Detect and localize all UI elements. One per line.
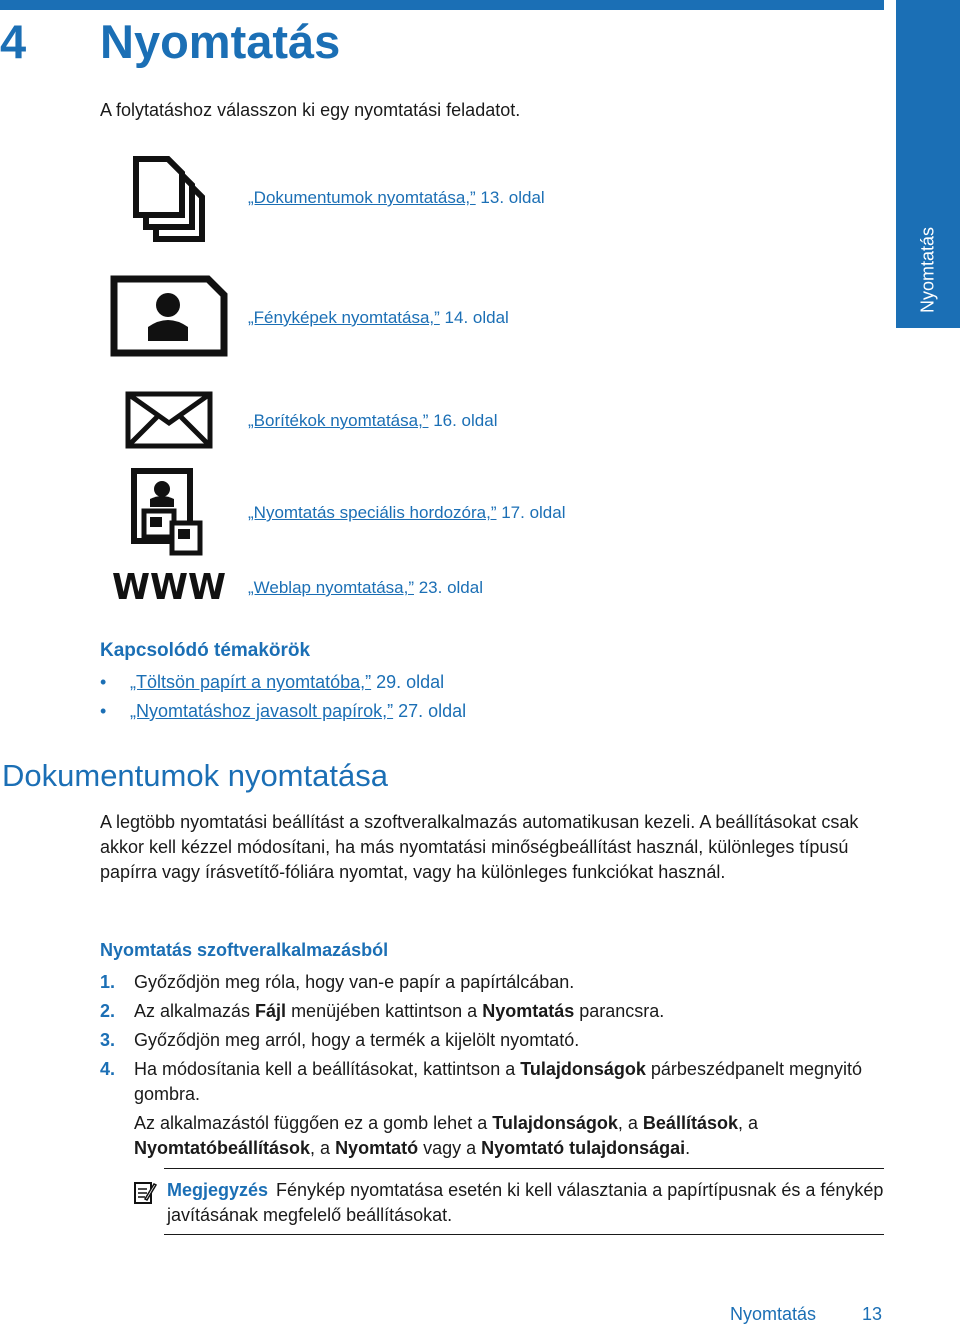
note-top-rule <box>164 1168 884 1169</box>
step-number: 2. <box>100 1001 116 1021</box>
step-text: Győződjön meg róla, hogy van-e papír a papírtálcában. <box>134 972 575 992</box>
bullet: • <box>100 672 107 692</box>
www-icon <box>110 568 228 604</box>
note-body: Fénykép nyomtatása esetén ki kell választania a papírtípusnak és a fénykép javításának megfelelő beállításokat. <box>167 1180 884 1225</box>
task-page: 13. oldal <box>475 188 545 207</box>
step-number: 3. <box>100 1030 116 1050</box>
menu-name: Fájl <box>255 1001 287 1021</box>
footer-page-number: 13 <box>862 1304 883 1324</box>
step-item <box>100 970 880 995</box>
task-print-photos <box>0 270 884 365</box>
step-subtext: Az alkalmazástól függően ez a gomb lehet a Tulajdonságok, a Beállítások, a Nyomtatóbeállítások, a Nyomtató vagy a Nyomtató tulajdonságai. <box>134 1113 758 1158</box>
related-link[interactable]: „Nyomtatáshoz javasolt papírok,” <box>130 701 394 721</box>
chapter-title: Nyomtatás <box>100 15 341 68</box>
task-link-text[interactable]: „Nyomtatás speciális hordozóra,” <box>248 503 497 522</box>
step-text: Győződjön meg arról, hogy a termék a kijelölt nyomtató. <box>134 1030 580 1050</box>
button-name: Tulajdonságok <box>520 1059 646 1079</box>
note-label: Megjegyzés <box>167 1180 269 1200</box>
step-text: Ha módosítania kell a beállításokat, kattintson a Tulajdonságok párbeszédpanelt megnyitó gombra. <box>134 1059 863 1104</box>
note <box>167 1178 887 1228</box>
note-bottom-rule <box>164 1234 884 1235</box>
section-title: Dokumentumok nyomtatása <box>2 758 388 793</box>
step-text: Az alkalmazás Fájl menüjében kattintson a Nyomtatás parancsra. <box>134 1001 665 1021</box>
procedure-heading: Nyomtatás szoftveralkalmazásból <box>100 940 389 960</box>
section-paragraph: A legtöbb nyomtatási beállítást a szoftveralkalmazás automatikusan kezeli. A beállításokat csak akkor kell kézzel módosítani, ha más nyomtatási minőségbeállítást használ, különleges típusú papírra vagy írásvetítő-fóliára nyomtat, vagy ha különleges funkciókat használ. <box>100 812 859 882</box>
task-link[interactable] <box>248 578 483 598</box>
task-link[interactable] <box>248 411 497 431</box>
task-link-text[interactable]: „Weblap nyomtatása,” <box>248 578 414 597</box>
chapter-number: 4 <box>0 15 27 68</box>
task-print-envelopes <box>0 385 884 455</box>
task-print-documents <box>0 150 884 250</box>
task-print-webpage <box>0 568 884 608</box>
task-page: 16. oldal <box>428 411 498 430</box>
task-link-text[interactable]: „Borítékok nyomtatása,” <box>248 411 429 430</box>
step-number: 4. <box>100 1059 116 1079</box>
step-item <box>100 1028 880 1053</box>
task-page: 23. oldal <box>413 578 483 597</box>
note-pencil-icon <box>133 1180 157 1206</box>
task-link[interactable] <box>248 308 509 328</box>
task-link-text[interactable]: „Dokumentumok nyomtatása,” <box>248 188 476 207</box>
step-item <box>100 1057 880 1161</box>
top-rule <box>0 0 884 10</box>
side-tab-label: Nyomtatás <box>917 226 938 314</box>
step-number: 1. <box>100 972 116 992</box>
side-tab <box>896 0 960 328</box>
special-media-icon <box>130 467 206 557</box>
related-item <box>100 672 444 693</box>
task-link[interactable] <box>248 503 565 523</box>
envelope-icon <box>125 391 213 449</box>
documents-icon <box>130 155 208 243</box>
related-topics-heading: Kapcsolódó témakörök <box>100 640 311 661</box>
command-name: Nyomtatás <box>482 1001 575 1021</box>
svg-text:WWW: WWW <box>112 568 226 604</box>
task-page: 17. oldal <box>496 503 566 522</box>
related-item <box>100 701 466 722</box>
step-item <box>100 999 880 1024</box>
footer-chapter-label: Nyomtatás <box>730 1304 817 1324</box>
procedure-steps <box>100 970 880 1165</box>
bullet: • <box>100 701 107 721</box>
task-link-text[interactable]: „Fényképek nyomtatása,” <box>248 308 440 327</box>
related-link[interactable]: „Töltsön papírt a nyomtatóba,” <box>130 672 372 692</box>
related-page: 27. oldal <box>393 701 467 721</box>
photo-icon <box>110 275 228 357</box>
task-page: 14. oldal <box>439 308 509 327</box>
related-page: 29. oldal <box>371 672 445 692</box>
task-print-special-media <box>0 463 884 558</box>
intro-text: A folytatáshoz válasszon ki egy nyomtatási feladatot. <box>100 100 521 120</box>
task-link[interactable] <box>248 188 545 208</box>
